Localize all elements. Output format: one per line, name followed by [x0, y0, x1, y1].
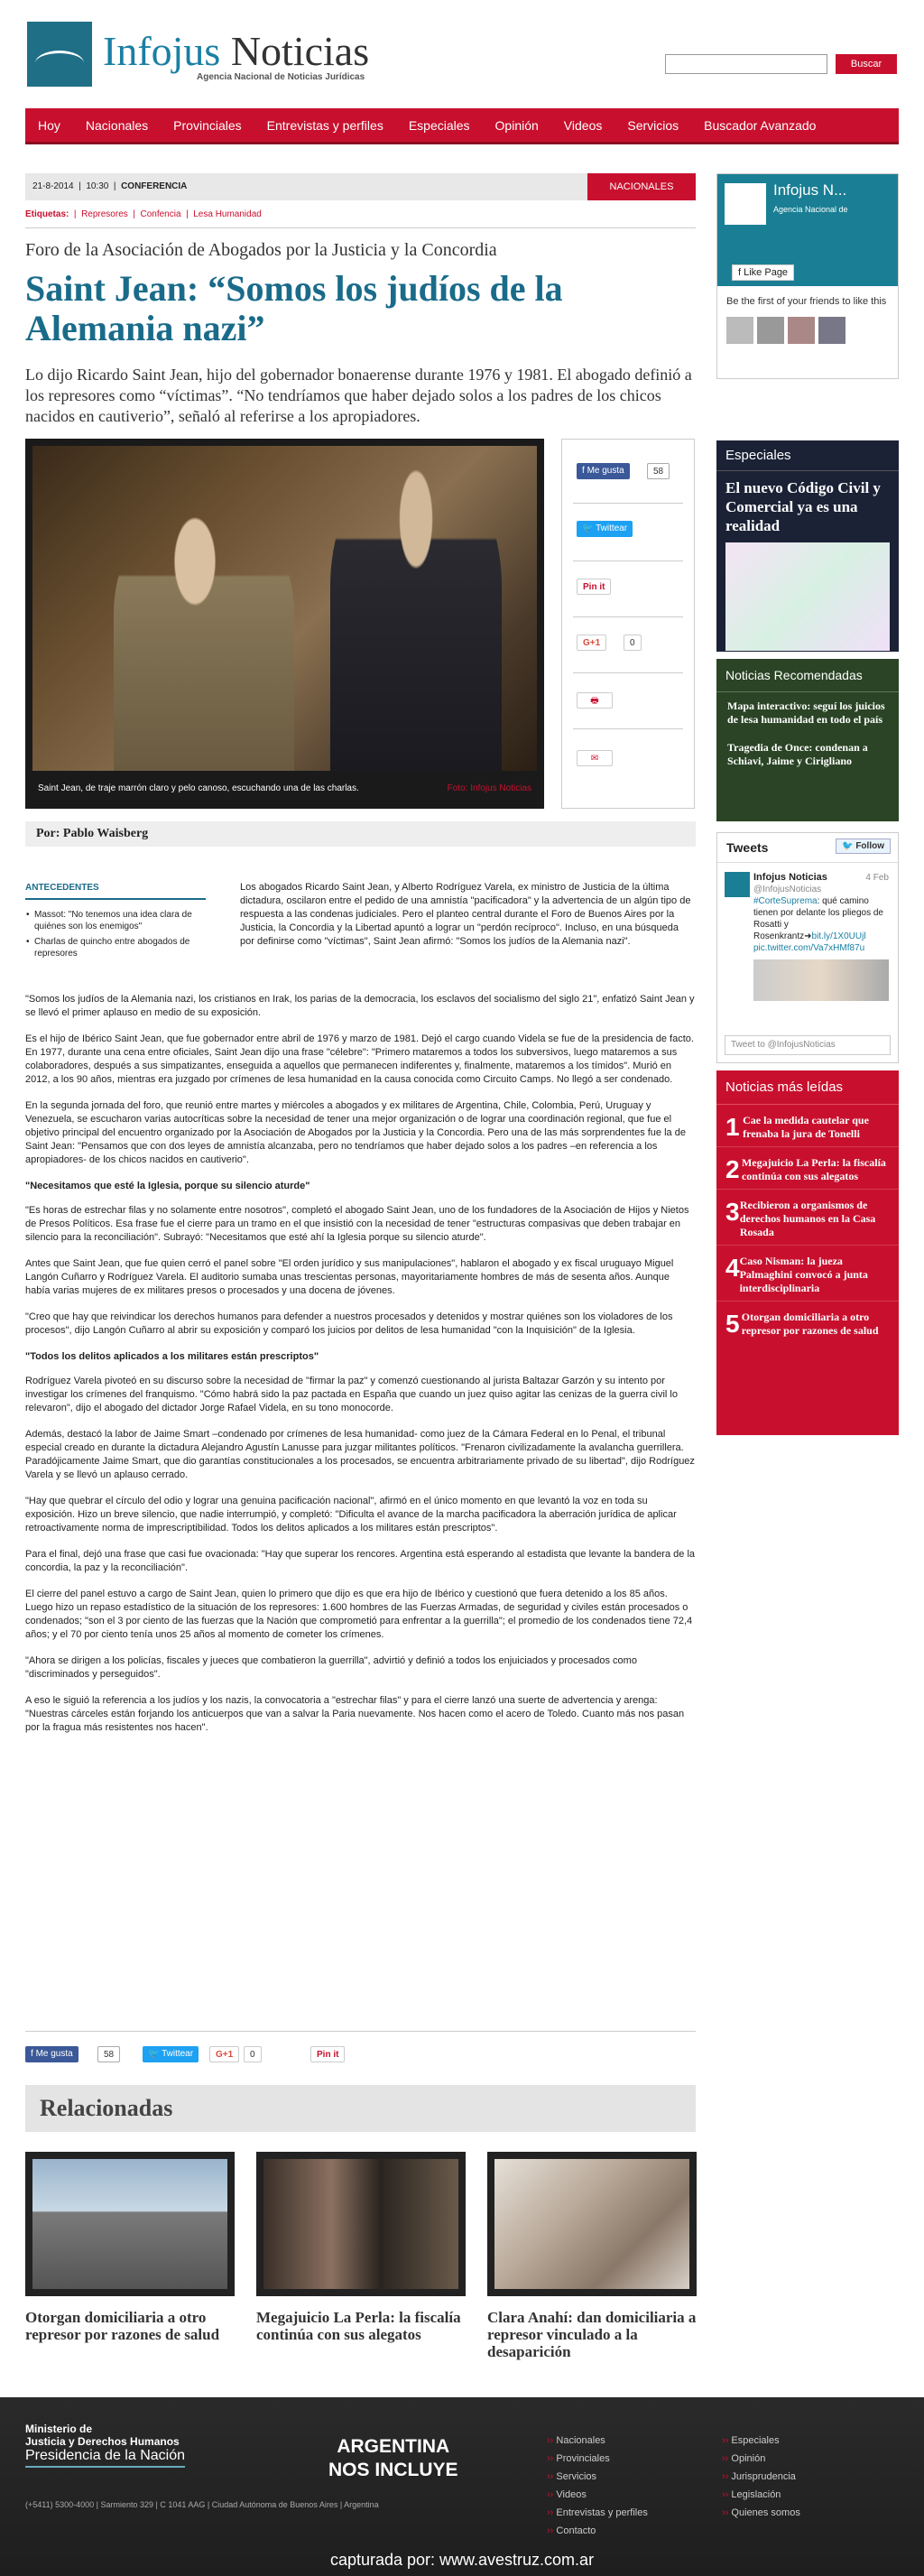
email-icon[interactable]: ✉ — [577, 750, 613, 766]
nav-nacionales[interactable]: Nacionales — [85, 117, 149, 133]
article-paragraph: En la segunda jornada del foro, que reunió entre martes y miércoles a abogados y ex militares de Argentina, Chile, Colombia, Perú, Uruguay y Venezuela, se escucharon varias autocríticas sobre la necesidad de tener una mejor organización o de lograr una coordinación regional, que fue el objetivo principal del encuentro organizado por la Asociación de Abogados por la Justicia y la Concordia. Pero una de las más sorprendentes fue la de Saint Jean: "Pensamos que con dos leyes de amnistía alcanzaba, pero no tendríamos que haber dejado solos a los padres –en referencia a los apropiadores- de los chicos nacidos en cautiverio". — [25, 1100, 686, 1165]
avatar[interactable] — [726, 317, 753, 344]
tweet-button[interactable]: 🐦 Twittear — [577, 521, 633, 537]
especiales-headline[interactable]: El nuevo Código Civil y Comercial ya es una realidad — [725, 479, 881, 534]
article-paragraph: Rodríguez Varela pivoteó en su discurso sobre la necesidad de "firmar la paz" y comenzó cuestionando al jurista Baltazar Garzón y su intento por investigar los crímenes del franquismo. "Cómo habrá sido la paz pactada en España que cuando un juez quiso agitar las cenizas de la guerra civil lo relevaron", dijo el abogado del dictador Jorge Rafael Videla, en su tono monocorde. — [25, 1376, 678, 1413]
gplus-count: 0 — [624, 635, 642, 651]
recomendada-link[interactable]: Tragedia de Once: condenan a Schiavi, Jaime y Cirigliano — [727, 741, 868, 767]
related-item[interactable] — [487, 2152, 697, 2360]
gplus-button[interactable]: G+1 — [577, 635, 606, 651]
tweet-pic-link[interactable]: pic.twitter.com/Va7xHMf87u — [753, 943, 865, 953]
article-paragraph: Además, destacó la labor de Jaime Smart –condenado por crímenes de lesa humanidad- como juez de la Cámara Federal en lo Penal, el tribunal especial creado en durante la dictadura Alejandro Agustín Lanusse para juzgar militantes políticos. "Frenaron civilizadamente la avalancha guerrillera. Paradójicamente Jaime Smart, que dio garantías constitucionales a los procesados, se encuentra arbitrariamente privado de su libertad", dijo Rodríguez Varela y se llevó un aplauso cerrado. — [25, 1429, 695, 1480]
related-item[interactable] — [25, 2152, 235, 2343]
nav-entrevistas[interactable]: Entrevistas y perfiles — [266, 117, 383, 133]
related-thumbnail[interactable] — [487, 2152, 697, 2296]
related-headline[interactable]: Megajuicio La Perla: la fiscalía continúa con sus alegatos — [256, 2309, 461, 2343]
divider — [573, 672, 683, 673]
infojus-icon — [725, 183, 766, 225]
footer-link[interactable]: ›› Contacto — [547, 2522, 648, 2540]
footer-presidency[interactable]: Presidencia de la Nación — [25, 2448, 185, 2468]
article-paragraph: Para el final, dejó una frase que casi fue ovacionada: "Hay que superar los rencores. Argentina está esperando al estadista que levante la bandera de la concordia, la paz y la reconciliación". — [25, 1549, 696, 1573]
follow-button[interactable]: 🐦 Follow — [836, 839, 891, 854]
avatar[interactable] — [757, 317, 784, 344]
footer-link[interactable]: ›› Nacionales — [547, 2432, 648, 2450]
tweet-hashtag[interactable]: #CorteSuprema — [753, 896, 818, 906]
tweet-text: : qué camino tienen por delante los pliegos de Rosatti y Rosenkrantz➜ — [753, 896, 883, 941]
tags: Etiquetas: | Represores | Confencia | Lesa Humanidad — [25, 209, 262, 219]
footer-argentina-logo: ARGENTINA NOS INCLUYE — [328, 2436, 458, 2480]
related-item[interactable] — [256, 2152, 466, 2343]
tweet-button-bottom[interactable]: 🐦 Twittear — [143, 2046, 199, 2062]
avatar[interactable] — [788, 317, 815, 344]
footer-link[interactable]: ›› Legislación — [722, 2486, 800, 2504]
article-paragraph: "Somos los judíos de la Alemania nazi, los cristianos en Irak, los parias de la democracia, los esclavos del socialismo del siglo 21", enfatizó Saint Jean y se llevó el primer aplauso en medio de su exposición. — [25, 994, 695, 1018]
main-nav — [25, 108, 899, 144]
article-date: 21-8-2014 — [32, 181, 74, 191]
divider — [25, 2031, 696, 2032]
antecedentes-title: ANTECEDENTES — [25, 883, 206, 900]
print-icon[interactable]: 🖶 — [577, 692, 613, 709]
tweet-link[interactable]: bit.ly/1X0UUjl — [811, 931, 866, 941]
article-kicker: Foro de la Asociación de Abogados por la Justicia y la Concordia — [25, 240, 497, 260]
footer-link[interactable]: ›› Entrevistas y perfiles — [547, 2504, 648, 2522]
article-paragraph: El cierre del panel estuvo a cargo de Saint Jean, quien lo primero que dijo es que era hijo de Ibérico y cuestionó que fuera detenido a los 85 años. Luego hizo un repaso estadístico de la situación de los represores: 1.600 hombres de las Fuerzas Armadas, de seguridad y civiles están procesados o condenados; "son el 3 por ciento de las fuerzas que la Nación que comprometió para enfrentar a la guerrilla"; el promedio de los condenados tiene 72,4 años; y el 70 por ciento tenía unos 25 años al momento de cometer los crímenes. — [25, 1589, 693, 1640]
fb-like-button-bottom[interactable]: f Me gusta — [25, 2046, 79, 2062]
fb-page-subtitle: Agencia Nacional de — [773, 205, 848, 214]
avatar[interactable] — [818, 317, 845, 344]
tag-link[interactable]: Lesa Humanidad — [193, 209, 262, 219]
fb-like-button[interactable]: f Me gusta — [577, 463, 630, 479]
search-input[interactable] — [665, 54, 827, 74]
twitter-icon: 🐦 — [842, 841, 854, 851]
divider — [25, 227, 696, 228]
nav-buscador[interactable]: Buscador Avanzado — [704, 117, 817, 133]
nav-opinion[interactable]: Opinión — [494, 117, 539, 133]
article-photo — [25, 439, 544, 809]
site-brand[interactable]: Infojus Noticias — [103, 28, 370, 74]
article-paragraph: Antes que Saint Jean, que fue quien cerró el panel sobre "El orden jurídico y sus manipulaciones", hablaron el abogado y ex fiscal uruguayo Miguel Langón Cuñarro y Rodríguez Varela. El auditorio sumaba unas trescientas personas, mayoritariamente hombres de más de sesenta años. Aunque había varias mujeres de ex militares presos o procesados y una docena de jóvenes. — [25, 1258, 674, 1296]
footer-ministry[interactable]: Ministerio de Justicia y Derechos Humanos — [25, 2423, 180, 2448]
photo-credit: Foto: Infojus Noticias — [447, 783, 531, 793]
avatar[interactable] — [725, 872, 750, 897]
tweet-date[interactable]: 4 Feb — [865, 873, 889, 883]
pinit-button[interactable]: Pin it — [577, 579, 611, 595]
fb-like-count-bottom: 58 — [97, 2046, 120, 2062]
footer-link[interactable]: ›› Jurisprudencia — [722, 2468, 800, 2486]
gplus-button-bottom[interactable]: G+1 — [209, 2046, 239, 2062]
facebook-icon: f — [31, 2049, 33, 2059]
related-headline[interactable]: Otorgan domiciliaria a otro represor por razones de salud — [25, 2309, 220, 2343]
article-paragraph: A eso le siguió la referencia a los judíos y los nazis, la convocatoria a "estrechar filas" y para el cierre lanzó una suerte de advertencia y arenga: "Nuestras cárceles están forjando los anticuerpos que van a salvar la Paria nuevamente. Nos hacen como el acero de Toledo. Cuanto más nos pasan por la fragua más resistentes nos hacen". — [25, 1695, 685, 1733]
article-meta: 21-8-2014 | 10:30 | CONFERENCIA — [25, 173, 587, 200]
section-badge[interactable]: NACIONALES — [587, 173, 696, 200]
article-body — [25, 993, 695, 1747]
tweet-image[interactable] — [753, 959, 889, 1001]
divider — [573, 728, 683, 729]
tweets-title: Tweets — [726, 840, 769, 855]
antecedente-link[interactable]: • Charlas de quincho entre abogados de represores — [34, 936, 206, 959]
pinit-button-bottom[interactable]: Pin it — [310, 2046, 345, 2062]
gplus-count-bottom: 0 — [244, 2046, 262, 2062]
twitter-icon: 🐦 — [148, 2049, 160, 2059]
photo-caption: Saint Jean, de traje marrón claro y pelo canoso, escuchando una de las charlas. — [38, 783, 359, 793]
footer-link[interactable]: ›› Opinión — [722, 2450, 800, 2468]
mas-leida-item[interactable]: 4 Caso Nisman: la jueza Palmaghini convocó a junta interdisciplinaria — [716, 1246, 899, 1302]
tweet[interactable] — [717, 863, 898, 1010]
article-paragraph: "Hay que quebrar el círculo del odio y lograr una genuina pacificación nacional", afirmó en el único momento en que levantó la voz en toda su exposición. Hizo un breve silencio, que nadie interrumpió, y completó: "Dificulta el avance de la marcha pacificadora la aberración jurídica de aplicar retroactivamente norma de imprescriptibilidad. Todos los delitos aplicados a los militares están prescriptos". — [25, 1496, 677, 1534]
article-intro: Los abogados Ricardo Saint Jean, y Alberto Rodríguez Varela, ex ministro de Justicia de la última dictadura, oscilaron entre el pedido de una amnistía "pacificadora" y la advertencia de un algún tipo de respuesta a las condenas judiciales. Pero el planteo central durante el Foro de Buenos Aires por la Justicia, la Concordia y la Libertad apuntó a lograr un "perdón recíproco". Incluso, en una búsqueda por definirse como "víctimas", Saint Jean afirmó: "Somos los judíos de la Alemania nazi". — [240, 882, 691, 947]
photo-image — [32, 446, 537, 771]
article-title: Saint Jean: “Somos los judíos de la Alemania nazi” — [25, 268, 563, 348]
footer-link[interactable]: ›› Quienes somos — [722, 2504, 800, 2522]
antecedente-link[interactable]: • Massot: "No tenemos una idea clara de quiénes son los enemigos" — [34, 909, 206, 932]
divider — [573, 503, 683, 504]
fb-like-count: 58 — [647, 463, 670, 479]
article-paragraph: "Ahora se dirigen a los policías, fiscales y jueces que combatieron la guerrilla", advirtió y definió a todos los enjuiciados y procesados como "discriminados y perseguidos". — [25, 1655, 637, 1680]
footer-links-2 — [722, 2432, 800, 2522]
tag-link[interactable]: Represores — [81, 209, 128, 219]
mas-leidas-title: Noticias más leídas — [716, 1070, 899, 1105]
divider — [573, 616, 683, 617]
article-time: 10:30 — [86, 181, 109, 191]
search-button[interactable]: Buscar — [836, 54, 897, 74]
article-lead: Lo dijo Ricardo Saint Jean, hijo del gobernador bonaerense durante 1976 y 1981. El abogado definió a los represores como “víctimas”. “No tendríamos que haber dejado solos a los padres de los chicos nacidos en cautiverio”, señaló al referirse a los apropiadores. — [25, 366, 692, 425]
facebook-widget — [716, 173, 899, 379]
nav-especiales[interactable]: Especiales — [408, 117, 470, 133]
bottom-share — [25, 2043, 695, 2065]
mas-leida-item[interactable]: 2 Megajuicio La Perla: la fiscalía continúa con sus alegatos — [716, 1147, 899, 1190]
recomendadas-widget — [716, 659, 899, 821]
recomendadas-title: Noticias Recomendadas — [716, 659, 899, 692]
nav-servicios[interactable]: Servicios — [627, 117, 679, 133]
footer-links-1 — [547, 2432, 648, 2540]
twitter-widget — [716, 832, 899, 1063]
related-headline[interactable]: Clara Anahí: dan domiciliaria a represor vinculado a la desaparición — [487, 2309, 697, 2360]
footer-address: (+5411) 5300-4000 | Sarmiento 329 | C 1041 AAG | Ciudad Autónoma de Buenos Aires | Argentina — [25, 2500, 379, 2509]
antecedentes-box — [25, 883, 206, 963]
article-paragraph: "Creo que hay que reivindicar los derechos humanos para defender a nuestros procesados y detenidos y mostrar quiénes son los violadores de los procesos", dijo Langón Cuñarro al abrir su exposición y comparó los juicios por delitos de lesa humanidad "con la Inquisición" de la Iglesia. — [25, 1311, 673, 1336]
especiales-widget — [716, 440, 899, 652]
article-paragraph: "Es horas de estrechar filas y no solamente entre nosotros", completó el abogado Saint Jean, uno de los fundadores de la Asociación de Hijos y Nietos de Presos Políticos. Esa frase fue el cierre para un tramo en el que insistió con la necesidad de tener "estructuras compasivas que deben trabajar en silencio para la reconciliación". Subrayó: "Necesitamos que esté ahí la Iglesia porque su silencio aturde". — [25, 1205, 689, 1243]
article-subheading: "Todos los delitos aplicados a los militares están prescriptos" — [25, 1351, 319, 1362]
capture-credit: capturada por: www.avestruz.com.ar — [329, 2551, 595, 2569]
article-category: CONFERENCIA — [121, 181, 188, 191]
footer — [0, 2397, 924, 2576]
nav-provinciales[interactable]: Provinciales — [173, 117, 242, 133]
related-thumbnail[interactable] — [256, 2152, 466, 2296]
fb-like-page-button[interactable]: f Like Page — [732, 264, 794, 281]
tweet-to-input[interactable]: Tweet to @InfojusNoticias — [725, 1035, 891, 1055]
site-subtitle: Agencia Nacional de Noticias Jurídicas — [197, 72, 365, 82]
especiales-image[interactable] — [725, 542, 890, 651]
footer-link[interactable]: ›› Especiales — [722, 2432, 800, 2450]
nav-videos[interactable]: Videos — [563, 117, 603, 133]
especiales-title: Especiales — [716, 440, 899, 471]
mas-leida-item[interactable]: 5 Otorgan domiciliaria a otro represor por razones de salud — [725, 1310, 879, 1338]
tag-link[interactable]: Confencia — [140, 209, 181, 219]
facebook-icon: f — [738, 267, 742, 278]
related-thumbnail[interactable] — [25, 2152, 235, 2296]
related-title: Relacionadas — [25, 2085, 696, 2132]
tags-label: Etiquetas: — [25, 209, 69, 219]
mas-leida-item[interactable]: 1 Cae la medida cautelar que frenaba la jura de Tonelli — [716, 1105, 899, 1147]
recomendada-link[interactable]: Mapa interactivo: seguí los juicios de lesa humanidad en todo el país — [727, 700, 885, 726]
mas-leida-item[interactable]: 3 Recibieron a organismos de derechos humanos en la Casa Rosada — [716, 1190, 899, 1246]
twitter-icon: 🐦 — [582, 524, 594, 533]
nav-hoy[interactable]: Hoy — [38, 117, 60, 133]
footer-link[interactable]: ›› Videos — [547, 2486, 648, 2504]
footer-link[interactable]: ›› Provinciales — [547, 2450, 648, 2468]
fb-page-name[interactable]: Infojus N... — [773, 181, 847, 199]
mas-leidas-widget — [716, 1070, 899, 1435]
tweet-author[interactable]: Infojus Noticias — [753, 872, 827, 883]
share-column — [561, 439, 695, 809]
footer-link[interactable]: ›› Servicios — [547, 2468, 648, 2486]
article-paragraph: Es el hijo de Ibérico Saint Jean, que fue gobernador entre abril de 1976 y marzo de 1981. Dejó el cargo cuando Videla se fue de la presidencia de facto. En 1977, durante una cena entre oficiales, Saint Jean dijo una frase "célebre": "Primero mataremos a todos los subversivos, luego mataremos a sus colaboradores, después a sus simpatizantes, enseguida a aquellos que permanecen indiferentes y, finalmente, mataremos a los tímidos". Murió en 2012, a los 90 años, mientras era juzgado por crímenes de lesa humanidad en la causa conocida como Circuito Camps. No llegó a ser condenado. — [25, 1033, 694, 1085]
fb-friends-text: Be the first of your friends to like this — [726, 296, 887, 307]
tweet-handle[interactable]: @InfojusNoticias — [753, 885, 822, 894]
facebook-icon: f — [582, 466, 585, 476]
article-subheading: "Necesitamos que esté la Iglesia, porque su silencio aturde" — [25, 1181, 310, 1191]
article-author: Por: Pablo Waisberg — [25, 821, 696, 847]
book-icon — [35, 51, 84, 76]
site-logo[interactable] — [27, 22, 92, 87]
